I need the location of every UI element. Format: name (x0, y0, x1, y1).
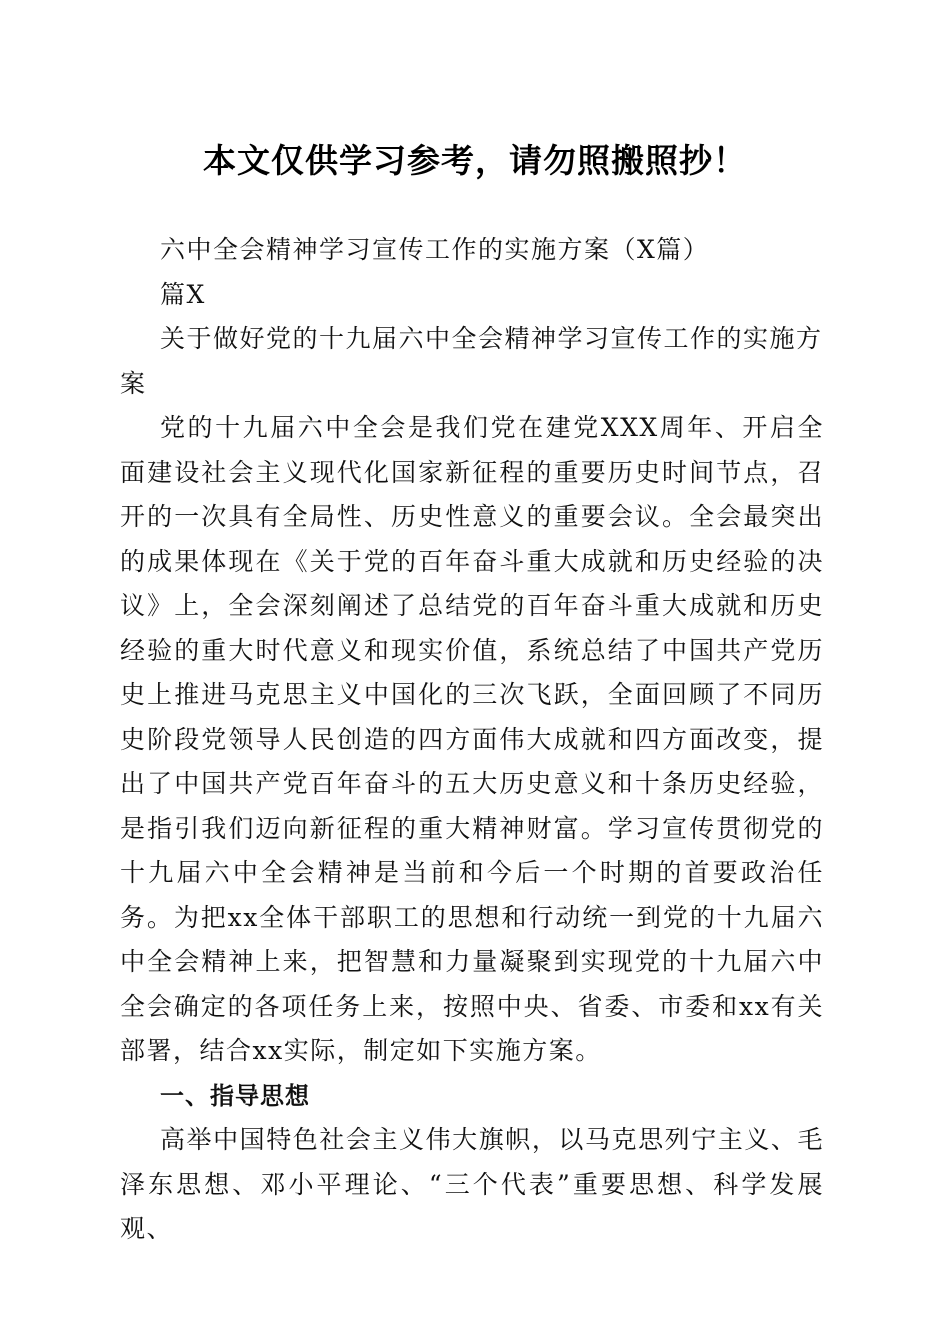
intro-paragraph: 党的十九届六中全会是我们党在建党XXX周年、开启全面建设社会主义现代化国家新征程的重要历史时间节点，召开的一次具有全局性、历史性意义的重要会议。全会最突出的成果体现在《关于党的百年奋斗重大成就和历史经验的决议》上，全会深刻阐述了总结党的百年奋斗重大成就和历史经验的重大时代意义和现实价值，系统总结了中国共产党历史上推进马克思主义中国化的三次飞跃，全面回顾了不同历史阶段党领导人民创造的四方面伟大成就和四方面改变，提出了中国共产党百年奋斗的五大历史意义和十条历史经验，是指引我们迈向新征程的重大精神财富。学习宣传贯彻党的十九届六中全会精神是当前和今后一个时期的首要政治任务。为把xx全体干部职工的思想和行动统一到党的十九届六中全会精神上来，把智慧和力量凝聚到实现党的十九届六中全会确定的各项任务上来，按照中央、省委、市委和xx有关部署，结合xx实际，制定如下实施方案。 (120, 413, 824, 1065)
section-paragraph-guiding-thought: 高举中国特色社会主义伟大旗帜，以马克思列宁主义、毛泽东思想、邓小平理论、“三个代表”重要思想、科学发展观、 (120, 1125, 824, 1243)
plan-title: 关于做好党的十九届六中全会精神学习宣传工作的实施方案 (120, 324, 823, 398)
disclaimer-notice: 本文仅供学习参考，请勿照搬照抄！ (203, 141, 747, 180)
section-heading-guiding-thought: 一、指导思想 (160, 1081, 310, 1110)
part-label: 篇X (160, 279, 206, 309)
collection-title: 六中全会精神学习宣传工作的实施方案（X篇） (160, 235, 710, 264)
document-body (120, 228, 824, 1252)
